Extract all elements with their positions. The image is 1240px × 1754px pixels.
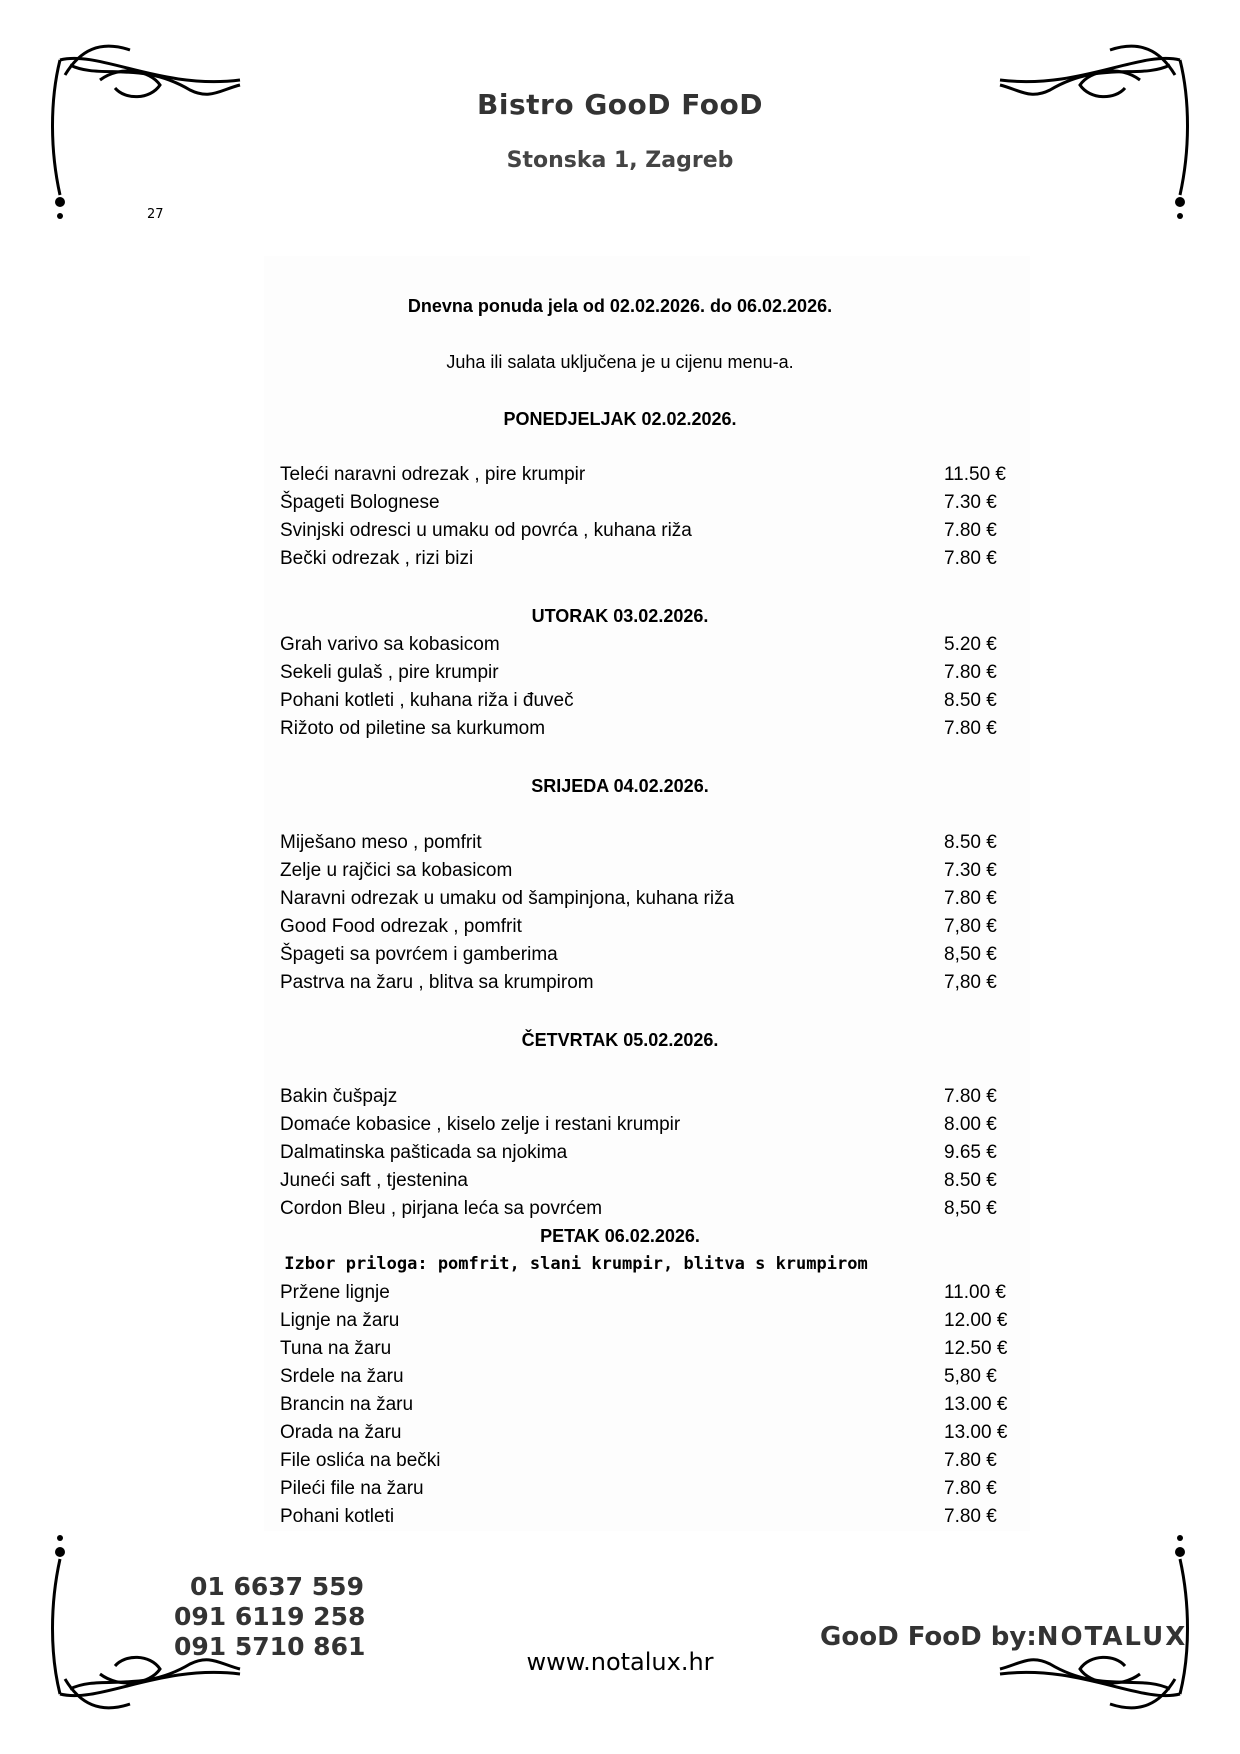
item-price: 5.20 € [944, 634, 997, 655]
restaurant-address: Stonska 1, Zagreb [506, 148, 734, 173]
brand-prefix: GooD FooD by: [820, 1622, 1037, 1652]
item-price: 7,80 € [944, 972, 997, 993]
item-name: Tuna na žaru [280, 1338, 392, 1359]
menu-item [280, 1142, 1010, 1168]
item-name: Srdele na žaru [280, 1366, 404, 1387]
item-name: Špageti Bolognese [280, 492, 440, 513]
item-price: 7.80 € [944, 718, 997, 739]
item-name: Juneći saft , tjestenina [280, 1170, 468, 1191]
menu-item [280, 1338, 1010, 1364]
menu-item [280, 1366, 1010, 1392]
menu-item [280, 548, 1010, 574]
menu-item [280, 860, 1010, 886]
item-name: Dalmatinska pašticada sa njokima [280, 1142, 568, 1163]
item-name: Pohani kotleti , kuhana riža i đuveč [280, 690, 574, 711]
website-link[interactable]: www.notalux.hr [526, 1648, 714, 1676]
restaurant-name: Bistro GooD FooD [477, 88, 763, 121]
menu-item [280, 662, 1010, 688]
item-price: 8,50 € [944, 1198, 997, 1219]
menu-item [280, 464, 1010, 490]
item-price: 7.80 € [944, 1506, 997, 1527]
item-price: 12.50 € [944, 1338, 1008, 1359]
item-price: 7.80 € [944, 662, 997, 683]
item-name: Grah varivo sa kobasicom [280, 634, 500, 655]
item-price: 13.00 € [944, 1422, 1008, 1443]
item-price: 8.50 € [944, 690, 997, 711]
item-name: Pohani kotleti [280, 1506, 395, 1527]
item-price: 7.80 € [944, 1450, 997, 1471]
item-price: 9.65 € [944, 1142, 997, 1163]
item-name: File oslića na bečki [280, 1450, 441, 1471]
item-price: 11.00 € [944, 1282, 1006, 1303]
item-price: 7.80 € [944, 1086, 997, 1107]
item-name: Bečki odrezak , rizi bizi [280, 548, 474, 569]
item-price: 11.50 € [944, 464, 1006, 485]
brand-signature [820, 1622, 1187, 1652]
day-heading-tuesday: UTORAK 03.02.2026. [531, 606, 709, 626]
menu-item [280, 1422, 1010, 1448]
menu-item [280, 1450, 1010, 1476]
item-name: Pržene lignje [280, 1282, 390, 1303]
menu-item [280, 1114, 1010, 1140]
menu-item [280, 492, 1010, 518]
item-price: 7.80 € [944, 548, 997, 569]
item-name: Sekeli gulaš , pire krumpir [280, 662, 499, 683]
item-name: Brancin na žaru [280, 1394, 414, 1415]
item-name: Domaće kobasice , kiselo zelje i restani krumpir [280, 1114, 681, 1135]
item-price: 7.30 € [944, 860, 997, 881]
item-name: Miješano meso , pomfrit [280, 832, 482, 853]
item-name: Lignje na žaru [280, 1310, 400, 1331]
menu-note: Juha ili salata uključena je u cijenu menu-a. [446, 352, 794, 372]
menu-item [280, 1478, 1010, 1504]
item-price: 5,80 € [944, 1366, 997, 1387]
phone-number[interactable]: 091 5710 861 [174, 1632, 366, 1661]
item-price: 7.30 € [944, 492, 997, 513]
item-price: 7.80 € [944, 888, 997, 909]
menu-item [280, 634, 1010, 660]
item-price: 7,80 € [944, 916, 997, 937]
item-name: Pileći file na žaru [280, 1478, 424, 1499]
phone-number[interactable]: 091 6119 258 [174, 1602, 366, 1631]
menu-item [280, 972, 1010, 998]
side-dish-options: Izbor priloga: pomfrit, slani krumpir, blitva s krumpirom [284, 1254, 868, 1274]
menu-item [280, 1282, 1010, 1308]
item-price: 7.80 € [944, 520, 997, 541]
menu-item [280, 690, 1010, 716]
menu-item [280, 1506, 1010, 1532]
item-name: Teleći naravni odrezak , pire krumpir [280, 464, 586, 485]
item-name: Svinjski odresci u umaku od povrća , kuhana riža [280, 520, 692, 541]
day-heading-monday: PONEDJELJAK 02.02.2026. [503, 409, 737, 429]
menu-item [280, 888, 1010, 914]
menu-item [280, 944, 1010, 970]
item-name: Orada na žaru [280, 1422, 402, 1443]
menu-item [280, 1310, 1010, 1336]
day-heading-wednesday: SRIJEDA 04.02.2026. [531, 776, 709, 796]
menu-item [280, 1170, 1010, 1196]
item-name: Good Food odrezak , pomfrit [280, 916, 522, 937]
menu-item [280, 718, 1010, 744]
phone-number[interactable]: 01 6637 559 [190, 1572, 364, 1601]
item-price: 7.80 € [944, 1478, 997, 1499]
item-name: Rižoto od piletine sa kurkumom [280, 718, 546, 739]
menu-title: Dnevna ponuda jela od 02.02.2026. do 06.02.2026. [407, 296, 833, 316]
day-heading-friday: PETAK 06.02.2026. [540, 1226, 700, 1246]
item-name: Zelje u rajčici sa kobasicom [280, 860, 513, 881]
notalux-logo: NOTALUX [1036, 1622, 1188, 1652]
item-price: 8.00 € [944, 1114, 997, 1135]
menu-item [280, 1394, 1010, 1420]
page-number: 27 [147, 207, 164, 222]
menu-item [280, 520, 1010, 546]
menu-item [280, 832, 1010, 858]
item-price: 8.50 € [944, 832, 997, 853]
menu-item [280, 1086, 1010, 1112]
item-name: Bakin čušpajz [280, 1086, 398, 1107]
item-price: 13.00 € [944, 1394, 1008, 1415]
item-name: Naravni odrezak u umaku od šampinjona, kuhana riža [280, 888, 735, 909]
menu-item [280, 1198, 1010, 1224]
item-price: 12.00 € [944, 1310, 1008, 1331]
day-heading-thursday: ČETVRTAK 05.02.2026. [521, 1030, 719, 1050]
item-price: 8,50 € [944, 944, 997, 965]
item-price: 8.50 € [944, 1170, 997, 1191]
item-name: Pastrva na žaru , blitva sa krumpirom [280, 972, 594, 993]
item-name: Špageti sa povrćem i gamberima [280, 944, 558, 965]
item-name: Cordon Bleu , pirjana leća sa povrćem [280, 1198, 603, 1219]
menu-item [280, 916, 1010, 942]
